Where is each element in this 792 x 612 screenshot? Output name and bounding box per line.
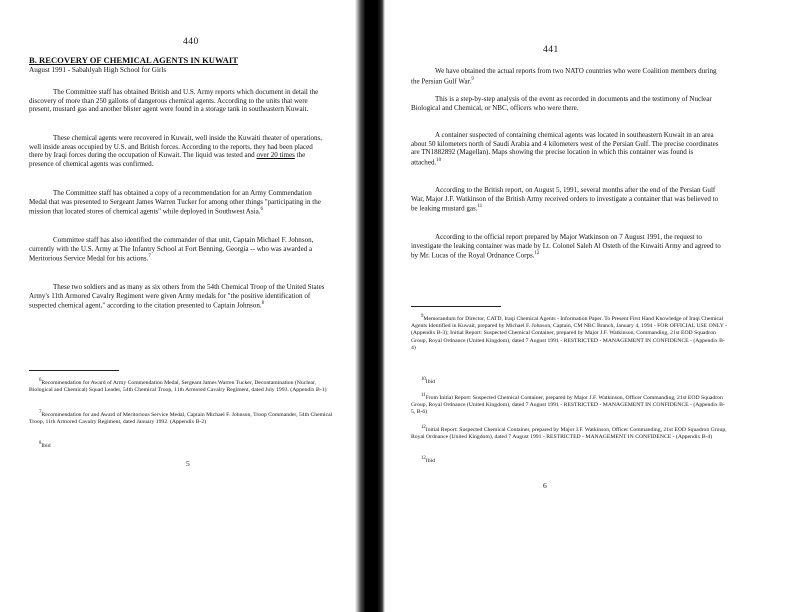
paragraph: According to the official report prepared by Major Watkinson on 7 August 1991, the request to investigate the leaking container was made by Lt. Colonel Saleh Al Osteth of the Kuwaiti Army and agreed to by Mr. Lucas of the Royal Ordnance Corps.$^{12}$ [411,233,721,260]
paragraph: According to the British report, on August 5, 1991, several months after the end of the Persian Gulf War, Major J.F. Watkinson of the British Army received orders to investigate a container that was believed to be leaking mustard gas.$^{11}$ [411,186,719,213]
footnote-marker: 8 [261,301,265,307]
footnote: $^8$Ibid [39,441,51,449]
page-number: 440 [183,37,199,47]
paragraph: We have obtained the actual reports from two NATO countries who were Coalition members during the Persian Gulf War.$^9$ [411,67,717,86]
footnote: $^{12}$Initial Report: Suspected Chemical Container, prepared by Major J.F. Watkinson, Officer Commanding, 21st EOD Squadron Group, Royal Ordnance (United Kingdom), dated 7 August 1991 - RESTRICTED - MANAGEMENT IN CONFIDENCE - (Appendix B-4) [411,425,727,441]
page-footer-number: 5 [186,459,190,468]
footnote: $^6$Recommendation for Award of Army Commendation Medal, Sergeant James Warren Tucker, Decontamination (Nuclear, Biological and Chemical) Squad Leader, 54th Chemical Troop, 11th Armored Cavalry Regiment, dated July 1993. (Appendix B-1) [29,378,327,394]
footnote-marker: 11 [477,204,483,210]
paragraph: These chemical agents were recovered in Kuwait, well inside the Kuwaiti theater of operations, well inside areas occupied by U.S. and British forces. According to the reports, they had been placed there by Iraqi forces during the occupation of Kuwait. The liquid was tested and over 20 times the presence of chemical agents was confirmed. [29,134,323,169]
footnote-marker: 10 [436,158,442,164]
footnote: $^9$Memorandum for Director, CATD, Iraqi Chemical Agents - Information Paper. To Present First Hand Knowledge of Iraqi Chemical Agents Identified in Kuwait, prepared by Michael F. Johnson, Captain, CM NBC Branch, January 4, 1994 - FOR OFFICIAL USE ONLY - (Appendix B-3); Initial Report: Suspected Chemical Container, prepared by Major J.F. Watkinson, Commanding, 21st EOD Squadron Group, Royal Ordnance (United Kingdom), dated 7 August 1991 - RESTRICTED - MANAGEMENT IN CONFIDENCE - (Appendix B-4) [411,314,727,352]
paragraph: The Committee staff has obtained a copy of a recommendation for an Army Commendation Medal that was presented to Sergeant James Warren Tucker for among other things "participating in the mission that located stores of chemical agents" while deployed in Southwest Asia.$^6$ [29,189,321,216]
footnote-separator [29,370,119,371]
footnote: $^{10}$Ibid [421,377,435,385]
paragraph: A container suspected of containing chemical agents was located in southeastern Kuwait in an area about 50 kilometers north of Saudi Arabia and 4 kilometers west of the Persian Gulf. The precise coordinates are TN1882892 (Magellan). Maps showing the precise location in which this container was found is attached.$^{10}$ [411,131,719,167]
footnote: $^{11}$From Initial Report: Suspected Chemical Container, prepared by Major J.F. Watkinson, Officer Commanding, 21st EOD Squadron Group, Royal Ordnance (United Kingdom), dated 7 August 1991 - RESTRICTED - MANAGEMENT IN CONFIDENCE - (Appendix B-5, B-6) [411,393,725,416]
footnote-marker: 7 [148,254,151,260]
footnote-marker: 12 [534,251,540,257]
paragraph: Committee staff has also identified the commander of that unit, Captain Michael F. Johnson, currently with the U.S. Army at The Infantry School at Fort Benning, Georgia -- who was awarded a Meritorious Service Medal for his actions.$^7$ [29,236,314,263]
page-number: 441 [543,45,559,55]
paragraph: These two soldiers and as many as six others from the 54th Chemical Troop of the United States Army's 11th Armored Cavalry Regiment were given Army medals for "the positive identification of suspected chemical agent," according to the citation presented to Captain Johnson.$^8$ [29,283,325,310]
underlined-text: over 20 times [256,151,295,160]
paragraph: This is a step-by-step analysis of the event as recorded in documents and the testimony of Nuclear Biological and Chemical, or NBC, officers who were there. [411,95,712,112]
paragraph: The Committee staff has obtained British and U.S. Army reports which document in detail the discovery of more than 250 gallons of dangerous chemical agents. According to the units that were present, mustard gas and another blister agent were found in a storage tank in southeastern Kuwait. [29,88,319,114]
section-heading: B. RECOVERY OF CHEMICAL AGENTS IN KUWAIT [29,55,238,65]
right-page [395,0,792,612]
footnote-marker: 9 [471,76,474,82]
footnote: $^{12}$Ibid [421,456,435,464]
footnote: $^7$Recommendation for and Award of Meritorious Service Medal, Captain Michael F. Johnson, Troop Commander, 54th Chemical Troop, 11th Armored Cavalry Regiment, dated January 1992. (Appendix B-2) [29,410,333,426]
footnote-separator [411,306,501,307]
footnote-marker: 6 [260,207,263,213]
section-subheading: August 1991 - Sabahlyah High School for Girls [29,66,167,74]
left-page [0,0,390,612]
page-footer-number: 6 [543,481,547,490]
